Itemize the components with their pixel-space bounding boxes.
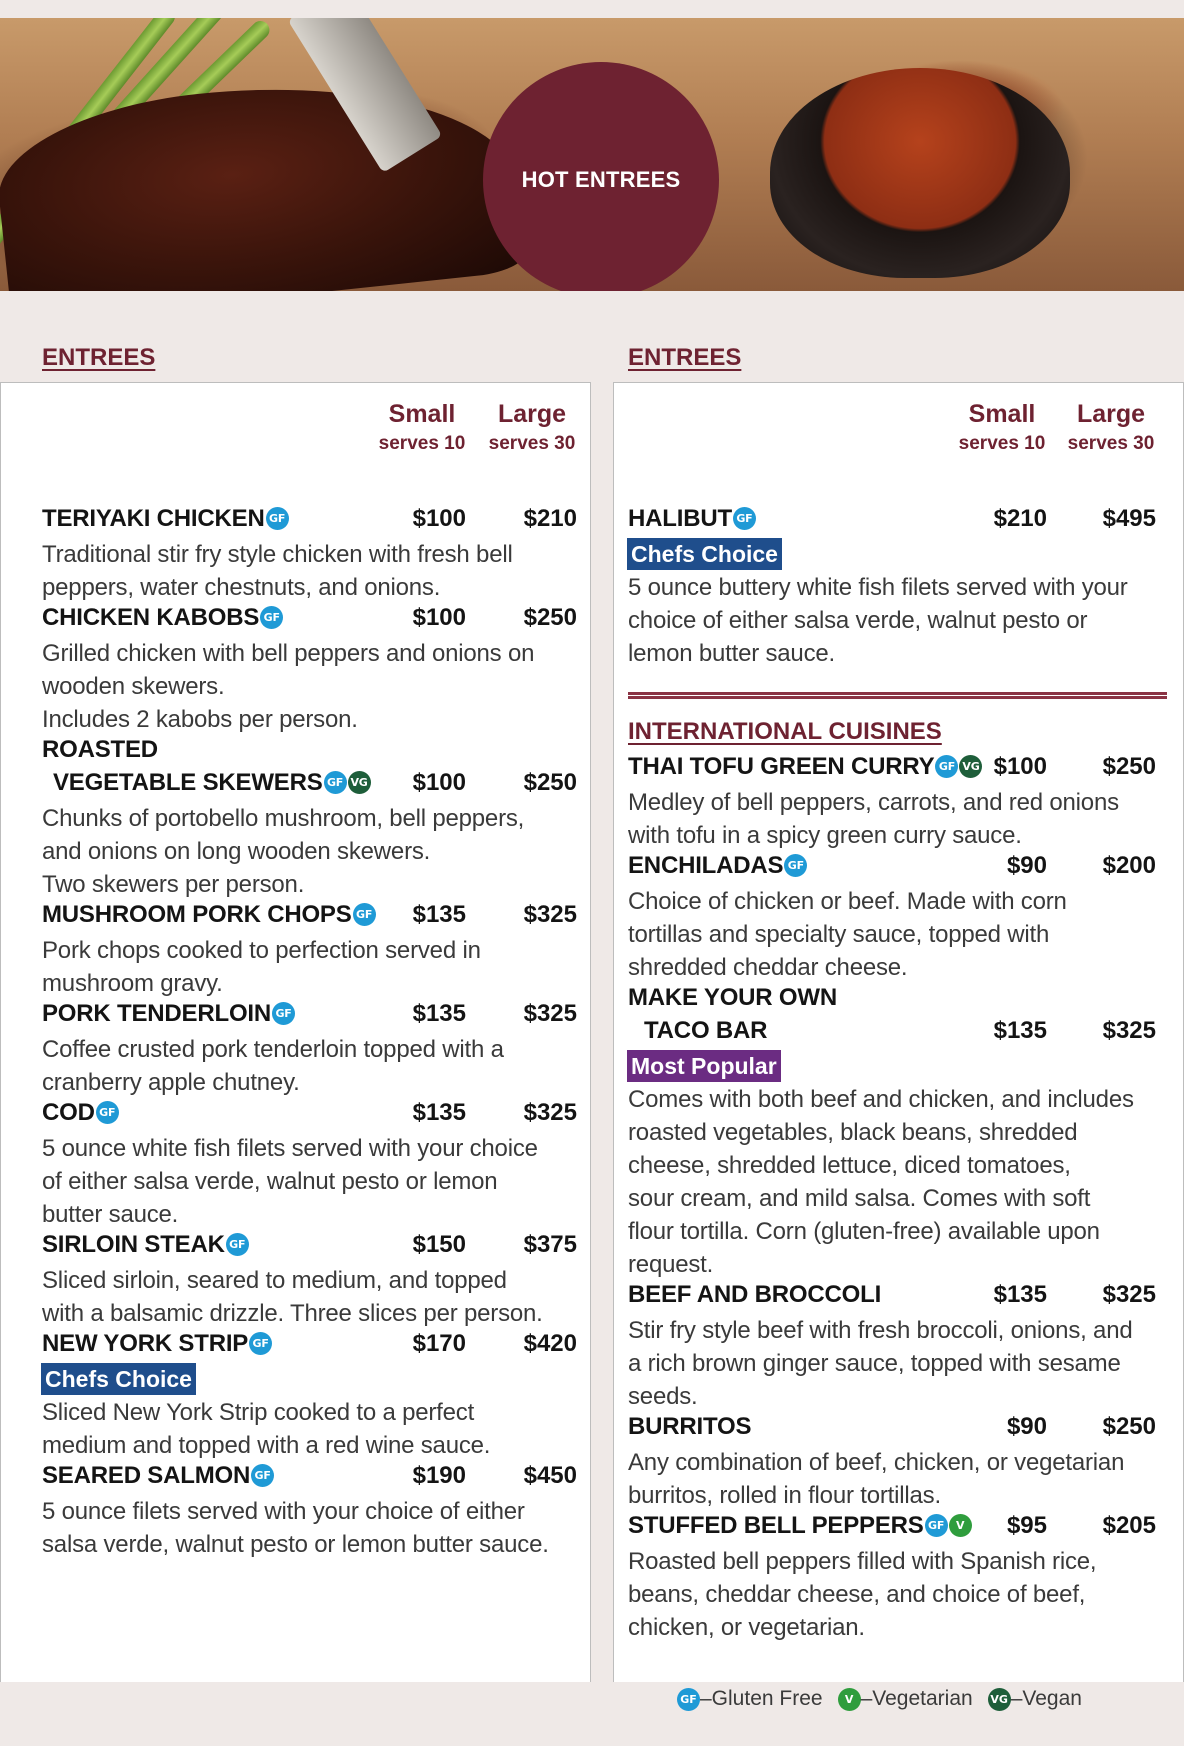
gluten-free-icon: GF: [353, 903, 376, 926]
dish-name-text: VEGETABLE SKEWERS: [53, 769, 323, 796]
dish-name: [53, 769, 371, 797]
gluten-free-icon: GF: [925, 1514, 948, 1537]
dish-name: [42, 1462, 274, 1490]
left-menu-panel: [0, 382, 591, 1682]
price-large: $210: [523, 505, 577, 532]
dish-description-line: Includes 2 kabobs per person.: [42, 706, 358, 733]
price-small: $150: [412, 1231, 466, 1258]
dish-description-line: Sliced sirloin, seared to medium, and topped: [42, 1267, 507, 1294]
dish-name: [42, 1099, 119, 1127]
dish-description-line: Stir fry style beef with fresh broccoli, onions, and: [628, 1317, 1133, 1344]
price-large: $325: [523, 1000, 577, 1027]
price-large: $250: [523, 769, 577, 796]
legend-label: –Vegetarian: [860, 1687, 973, 1710]
price-small: $135: [993, 1281, 1047, 1308]
gluten-free-icon: GF: [260, 606, 283, 629]
price-large: $250: [523, 604, 577, 631]
chefs-choice-badge: Chefs Choice: [41, 1363, 196, 1395]
dish-name: [628, 505, 756, 533]
section-title-international: INTERNATIONAL CUISINES: [628, 718, 942, 745]
dish-name-text: MUSHROOM PORK CHOPS: [42, 901, 352, 928]
dish-name: [42, 1231, 249, 1259]
dish-description-line: flour tortilla. Corn (gluten-free) available upon: [628, 1218, 1100, 1245]
legend-label: –Vegan: [1010, 1687, 1082, 1710]
dish-name-text: SIRLOIN STEAK: [42, 1231, 225, 1258]
dish-description-line: with tofu in a spicy green curry sauce.: [628, 822, 1022, 849]
column-small-header: Small serves 10: [958, 400, 1046, 454]
dish-description-line: cheese, shredded lettuce, diced tomatoes,: [628, 1152, 1071, 1179]
dish-name-text: COD: [42, 1099, 95, 1126]
price-large: $250: [1102, 753, 1156, 780]
dish-name-line1: ROASTED: [42, 736, 158, 763]
gluten-free-icon: GF: [677, 1688, 700, 1711]
price-large: $200: [1102, 852, 1156, 879]
dish-description-line: burritos, rolled in flour tortillas.: [628, 1482, 941, 1509]
dish-description-line: Sliced New York Strip cooked to a perfect: [42, 1399, 475, 1426]
vegan-icon: VG: [988, 1688, 1011, 1711]
dish-description-line: beans, cheddar cheese, and choice of beef,: [628, 1581, 1086, 1608]
dish-description-line: Chunks of portobello mushroom, bell peppers,: [42, 805, 525, 832]
section-divider: [628, 692, 1167, 699]
dish-description-line: chicken, or vegetarian.: [628, 1614, 865, 1641]
dish-description-line: request.: [628, 1251, 714, 1278]
price-small: $135: [412, 901, 466, 928]
price-small: $135: [412, 1099, 466, 1126]
price-small: $190: [412, 1462, 466, 1489]
gluten-free-icon: GF: [733, 507, 756, 530]
dish-name: [42, 505, 289, 533]
price-small: $100: [412, 769, 466, 796]
gluten-free-icon: GF: [96, 1101, 119, 1124]
price-small: $95: [1006, 1512, 1047, 1539]
dish-name-text: TERIYAKI CHICKEN: [42, 505, 265, 532]
dish-description-line: wooden skewers.: [42, 673, 225, 700]
dish-description-line: Comes with both beef and chicken, and includes: [628, 1086, 1134, 1113]
dish-description-line: 5 ounce white fish filets served with your choice: [42, 1135, 538, 1162]
chefs-choice-badge: Chefs Choice: [627, 538, 782, 570]
header-title-circle: [483, 62, 719, 291]
dish-name-text: THAI TOFU GREEN CURRY: [628, 753, 935, 780]
price-small: $135: [412, 1000, 466, 1027]
price-small: $100: [412, 505, 466, 532]
dish-name-text: CHICKEN KABOBS: [42, 604, 260, 631]
right-menu-panel: [613, 382, 1184, 1682]
dish-name-text: HALIBUT: [628, 505, 732, 532]
dish-description-line: cranberry apple chutney.: [42, 1069, 300, 1096]
price-large: $375: [523, 1231, 577, 1258]
gluten-free-icon: GF: [266, 507, 289, 530]
most-popular-badge: Most Popular: [627, 1050, 781, 1082]
dish-name: [42, 604, 283, 632]
price-large: $325: [1102, 1017, 1156, 1044]
gluten-free-icon: GF: [251, 1464, 274, 1487]
dish-description-line: seeds.: [628, 1383, 698, 1410]
dish-description-line: peppers, water chestnuts, and onions.: [42, 574, 441, 601]
dish-name-text: TACO BAR: [644, 1017, 768, 1044]
gluten-free-icon: GF: [226, 1233, 249, 1256]
price-large: $325: [523, 901, 577, 928]
price-small: $170: [412, 1330, 466, 1357]
ribs-image: [0, 61, 530, 291]
section-title-entrees-left: ENTREES: [42, 344, 156, 371]
dish-name: [42, 901, 376, 929]
gluten-free-icon: GF: [935, 755, 958, 778]
dish-description-line: Pork chops cooked to perfection served in: [42, 937, 481, 964]
dish-name-text: BEEF AND BROCCOLI: [628, 1281, 882, 1308]
dish-description-line: a rich brown ginger sauce, topped with sesame: [628, 1350, 1121, 1377]
price-small: $90: [1006, 852, 1047, 879]
dish-description-line: Choice of chicken or beef. Made with corn: [628, 888, 1067, 915]
sauce-ramekin-image: [770, 68, 1070, 278]
price-small: $100: [412, 604, 466, 631]
dish-name: [628, 1413, 751, 1441]
column-small-header: Small serves 10: [378, 400, 466, 454]
price-large: $420: [523, 1330, 577, 1357]
dish-description-line: salsa verde, walnut pesto or lemon butter sauce.: [42, 1531, 549, 1558]
dish-description-line: Roasted bell peppers filled with Spanish rice,: [628, 1548, 1097, 1575]
dish-name-text: ENCHILADAS: [628, 852, 784, 879]
price-small: $135: [993, 1017, 1047, 1044]
dish-description-line: tortillas and specialty sauce, topped with: [628, 921, 1050, 948]
dish-description-line: choice of either salsa verde, walnut pesto or: [628, 607, 1088, 634]
dish-name: [628, 1512, 972, 1540]
dish-name-line1: MAKE YOUR OWN: [628, 984, 837, 1011]
dish-description-line: Grilled chicken with bell peppers and onions on: [42, 640, 535, 667]
dish-description-line: Traditional stir fry style chicken with fresh bell: [42, 541, 513, 568]
header-banner: [0, 18, 1184, 291]
dish-name: [644, 1017, 767, 1045]
dish-name: [42, 1000, 295, 1028]
gluten-free-icon: GF: [324, 771, 347, 794]
dish-name-text: NEW YORK STRIP: [42, 1330, 249, 1357]
dish-description-line: mushroom gravy.: [42, 970, 223, 997]
dietary-legend: [676, 1687, 1096, 1711]
dish-description-line: Medley of bell peppers, carrots, and red onions: [628, 789, 1119, 816]
dish-description-line: sour cream, and mild salsa. Comes with soft: [628, 1185, 1091, 1212]
dish-description-line: Coffee crusted pork tenderloin topped with a: [42, 1036, 504, 1063]
section-title-entrees-right: ENTREES: [628, 344, 742, 371]
dish-description-line: 5 ounce filets served with your choice of either: [42, 1498, 525, 1525]
price-small: $210: [993, 505, 1047, 532]
legend-label: –Gluten Free: [700, 1687, 823, 1710]
dish-description-line: shredded cheddar cheese.: [628, 954, 908, 981]
dish-name: [42, 1330, 272, 1358]
price-small: $90: [1006, 1413, 1047, 1440]
dish-description-line: 5 ounce buttery white fish filets served with your: [628, 574, 1128, 601]
price-large: $450: [523, 1462, 577, 1489]
price-large: $325: [523, 1099, 577, 1126]
price-small: $100: [993, 753, 1047, 780]
gluten-free-icon: GF: [784, 854, 807, 877]
dish-description-line: with a balsamic drizzle. Three slices per person.: [42, 1300, 543, 1327]
price-large: $325: [1102, 1281, 1156, 1308]
vegan-icon: VG: [348, 771, 371, 794]
column-large-header: Large serves 30: [1067, 400, 1155, 454]
gluten-free-icon: GF: [249, 1332, 272, 1355]
column-large-header: Large serves 30: [488, 400, 576, 454]
price-large: $205: [1102, 1512, 1156, 1539]
dish-description-line: butter sauce.: [42, 1201, 179, 1228]
vegetarian-icon: V: [949, 1514, 972, 1537]
dish-description-line: of either salsa verde, walnut pesto or lemon: [42, 1168, 498, 1195]
dish-name-text: STUFFED BELL PEPPERS: [628, 1512, 924, 1539]
gluten-free-icon: GF: [272, 1002, 295, 1025]
dish-description-line: Two skewers per person.: [42, 871, 305, 898]
dish-name: [628, 1281, 881, 1309]
dish-description-line: Any combination of beef, chicken, or vegetarian: [628, 1449, 1125, 1476]
dish-name: [628, 753, 982, 781]
vegetarian-icon: V: [838, 1688, 861, 1711]
dish-description-line: and onions on long wooden skewers.: [42, 838, 431, 865]
dish-description-line: medium and topped with a red wine sauce.: [42, 1432, 491, 1459]
dish-name-text: PORK TENDERLOIN: [42, 1000, 272, 1027]
dish-description-line: lemon butter sauce.: [628, 640, 835, 667]
dish-name-text: SEARED SALMON: [42, 1462, 251, 1489]
dish-name: [628, 852, 807, 880]
price-large: $495: [1102, 505, 1156, 532]
dish-name-text: BURRITOS: [628, 1413, 752, 1440]
vegan-icon: VG: [959, 755, 982, 778]
dish-description-line: roasted vegetables, black beans, shredded: [628, 1119, 1078, 1146]
page-title: HOT ENTREES: [521, 167, 681, 192]
price-large: $250: [1102, 1413, 1156, 1440]
